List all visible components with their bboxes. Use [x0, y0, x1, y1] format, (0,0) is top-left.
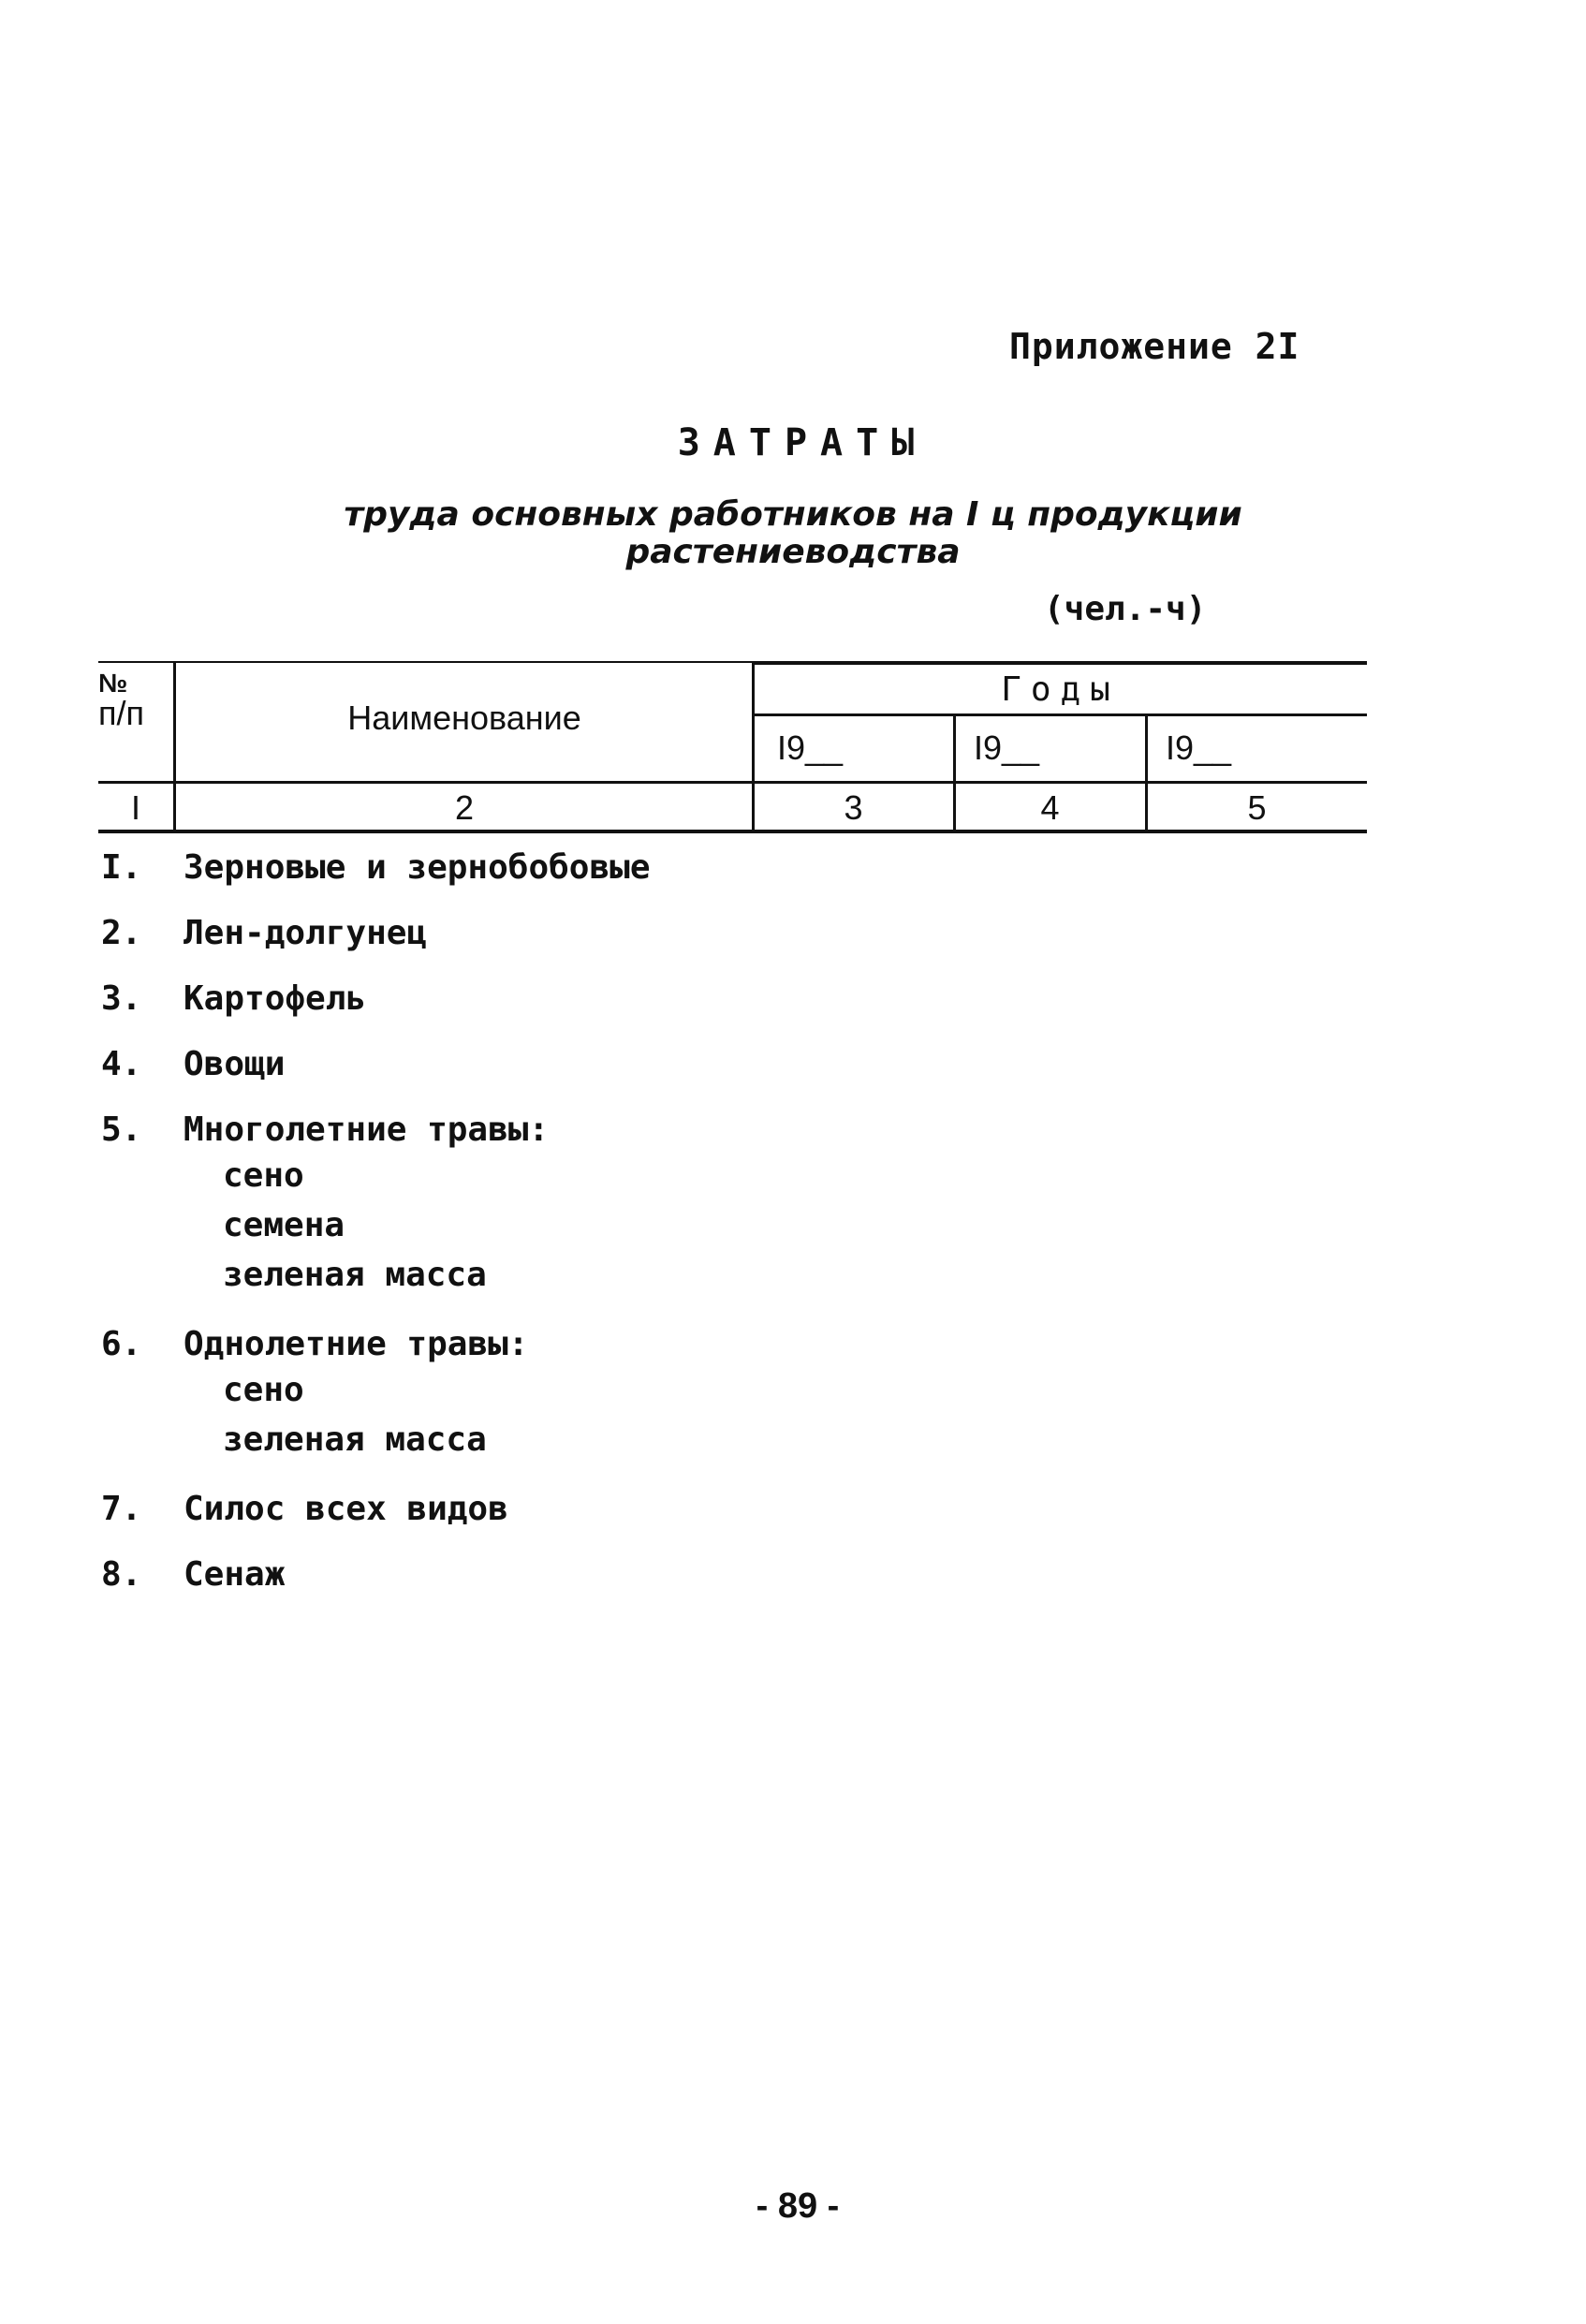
sub-item: сено: [223, 1156, 304, 1195]
column-number-4: 4: [1040, 788, 1060, 827]
col-divider-1: [173, 661, 176, 833]
list-item: [101, 1324, 651, 1464]
data-table-header: [98, 661, 1367, 833]
sub-item: сено: [223, 1371, 304, 1409]
unit-label: (чел.-ч): [1044, 590, 1207, 628]
subtitle-line-1: труда основных работников на I ц продукции: [344, 495, 1242, 534]
item-number: I.: [101, 848, 142, 887]
column-number-1: I: [130, 788, 140, 827]
item-label: Сенаж: [184, 1555, 286, 1594]
year-col-3: I9__: [1166, 728, 1232, 767]
table-top-border: [754, 661, 1367, 665]
list-item: [101, 978, 651, 1020]
year-col-2: I9__: [974, 728, 1040, 767]
year-col-1: I9__: [777, 728, 844, 767]
column-number-5: 5: [1247, 788, 1267, 827]
column-number-2: 2: [454, 788, 475, 827]
item-number: 8.: [101, 1555, 142, 1594]
items-list: [101, 847, 651, 1620]
item-label: Однолетние травы:: [184, 1325, 529, 1363]
page-number: - 89 -: [756, 2186, 840, 2226]
column-number-3: 3: [844, 788, 863, 827]
document-subtitle: [0, 496, 1586, 571]
header-bottom-line: [98, 781, 1367, 784]
item-number: 2.: [101, 914, 142, 952]
item-number: 6.: [101, 1325, 142, 1363]
sub-item: семена: [223, 1206, 345, 1244]
list-item: [101, 1110, 651, 1300]
list-item: [101, 1554, 651, 1596]
appendix-label: Приложение 2I: [1009, 326, 1300, 367]
years-divider-line: [752, 713, 1367, 716]
item-number: 7.: [101, 1490, 142, 1528]
list-item: [101, 1489, 651, 1530]
document-title: ЗАТРАТЫ: [677, 421, 928, 464]
table-bottom-line: [98, 830, 1367, 833]
item-number: 4.: [101, 1045, 142, 1083]
list-item: [101, 1044, 651, 1085]
sub-item: зеленая масса: [223, 1256, 487, 1294]
item-label: Многолетние травы:: [184, 1111, 550, 1149]
item-label: Овощи: [184, 1045, 286, 1083]
col-name-header: Наименование: [347, 699, 581, 737]
item-label: Картофель: [184, 979, 367, 1018]
col-num-abbr: п/п: [98, 694, 144, 732]
col-num-symbol: №: [98, 669, 128, 698]
years-header: Годы: [1001, 670, 1120, 709]
item-number: 5.: [101, 1111, 142, 1149]
item-label: Лен-долгунец: [184, 914, 428, 952]
subtitle-line-2: растениеводства: [625, 533, 961, 571]
sub-item: зеленая масса: [223, 1420, 487, 1459]
col-num-header: [98, 669, 173, 732]
list-item: [101, 913, 651, 954]
item-number: 3.: [101, 979, 142, 1018]
item-label: Силос всех видов: [184, 1490, 508, 1528]
table-top-border-left: [98, 661, 754, 663]
item-label: Зерновые и зернобобовые: [184, 848, 651, 887]
list-item: [101, 847, 651, 889]
